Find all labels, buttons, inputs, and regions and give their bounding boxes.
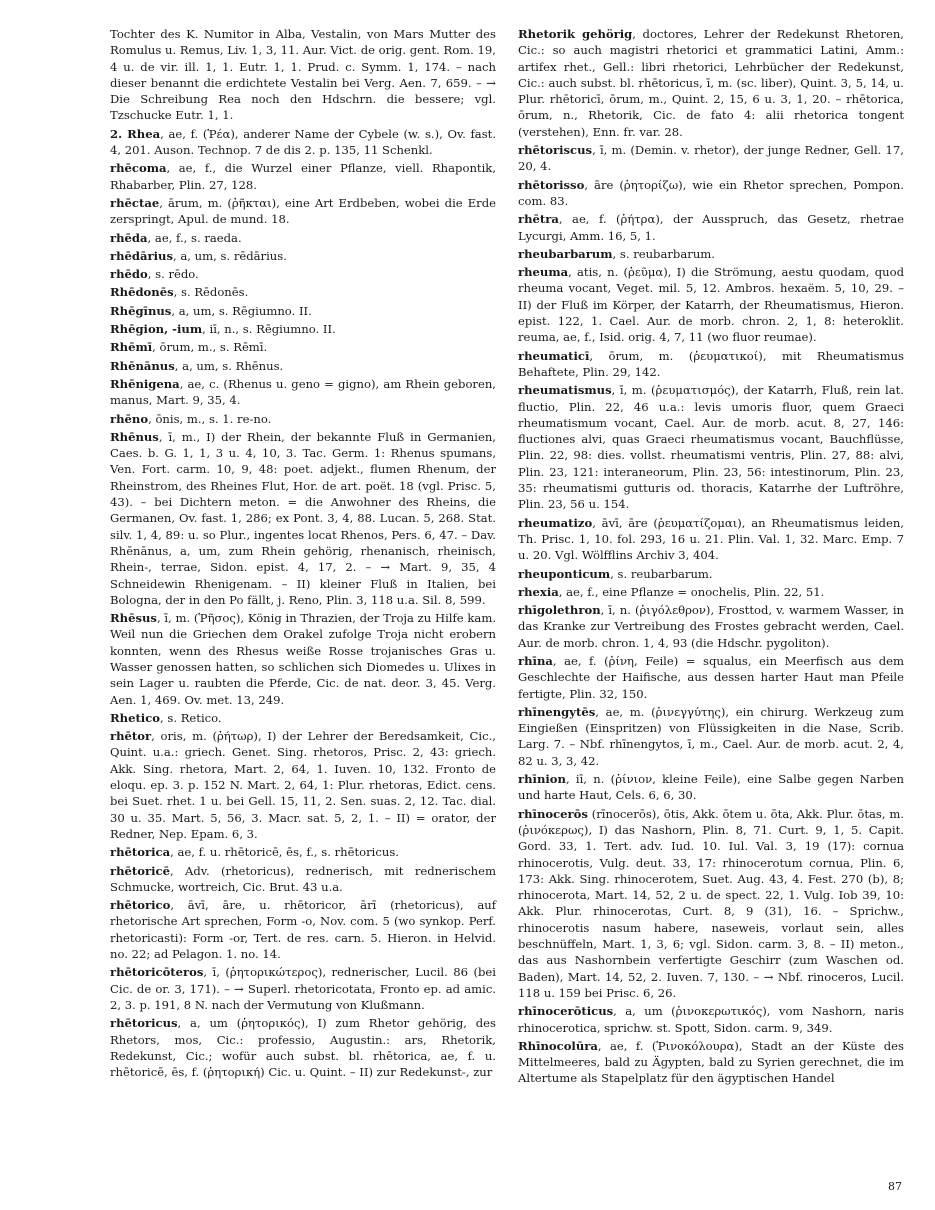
entry-text: , s. rēdo. [147,267,199,282]
dictionary-entry [110,266,496,282]
dictionary-entry [518,771,904,804]
entry-text: , iī, n., s. Rēgiumno. II. [202,322,336,337]
dictionary-entry [518,1003,904,1036]
entry-headword: Rhēnānus [110,358,175,373]
entry-headword: rheubarbarum [518,246,613,261]
dictionary-entry [518,704,904,769]
entry-text: , ae, f., die Wurzel einer Pflanze, viell. Rhapontik, Rhabarber, Plin. 27, 128. [110,161,496,192]
entry-headword: rhētoriscus [518,143,593,158]
page-number: 87 [888,1180,902,1193]
entry-headword: rhētoricus [110,1016,178,1031]
entry-text: , ae, f. u. rhētoricē, ēs, f., s. rhētoricus. [170,845,399,860]
entry-text: , a, um, s. Rhēnus. [174,358,284,373]
entry-headword: rheumaticī [518,348,590,363]
entry-text: , ōnis, m., s. 1. re-no. [148,411,272,426]
dictionary-entry [110,303,496,319]
entry-text: , a, um, s. Rēgiumno. II. [171,303,312,318]
right-column [518,26,904,1089]
dictionary-entry [110,429,496,608]
dictionary-entry [110,411,496,427]
dictionary-entry [518,26,904,140]
entry-text: , doctores, Lehrer der Redekunst Rhetoren, Cic.: so auch magistri rhetorici et grammatici Latini, Amm.: artifex rhet., Gell.: libri rhetorici, Lehrbücher der Redekunst, Cic.: auch subst. bl. rhētoricus, ī, m. (sc. liber), Quint. 3, 5, 14, u. Plur. rhētoricī, ōrum, m., Quint. 2, 15, 6 u. 3, 1, 20. – rhētorica, ōrum, n., Rhetorik, Cic. de fato 4: alii rhetorica tongent (verstehen), Enn. fr. var. 28. [518,27,904,139]
entry-text: , ae, m. (ῥινεγγύτης), ein chirurg. Werkzeug zum Eingießen (Einspritzen) von Flüssigkeiten in die Nase, Scrib. Larg. 7. – Nbf. rhīnengytos, ī, m., Cael. Aur. de morb. acut. 2, 4, 82 u. 3, 3, 42. [518,704,904,768]
entry-headword: rhīnocerōticus [518,1004,614,1019]
entry-text: , ī, m. (ῥευματισμός), der Katarrh, Fluß, rein lat. fluctio, Plin. 22, 46 u.a.: levis umoris fluor, quem Graeci rheumatismum vocant, Cael. Aur. de morb. acut. 8, 27, 146: fluctiones alvi, quas Graeci rheumatismus vocant, Bauchflüsse, Plin. 22, 98: dies. vollst. rheumatismi ventris, Plin. 27, 88: alvi, Plin. 23, 121: interaneorum, Plin. 23, 56: intestinorum, Plin. 23, 35: rheumatismi gutturis od. thoracis, Katarrhe der Luftröhre, Plin. 23, 56 u. 154. [518,383,904,512]
dictionary-entry [110,321,496,337]
dictionary-entry [518,515,904,564]
entry-headword: rheuma [518,265,569,280]
entry-text: , ī, m. (Ῥῆσος), König in Thrazien, der Troja zu Hilfe kam. Weil nun die Griechen dem Orakel zufolge Troja nicht erobern konnten, wenn des Rhesus weiße Rosse trojanisches Gras u. Wasser genossen hatten, so schlichen sich Diomedes u. Ulixes in sein Lager u. raubten die Pferde, Cic. de nat. deor. 3, 45. Verg. Aen. 1, 469. Ov. met. 13, 249. [110,611,496,707]
entry-text: (rīnocerōs), ōtis, Akk. ōtem u. ōta, Akk. Plur. ōtas, m. (ῥινόκερως), I) das Nashorn, Plin. 8, 71. Curt. 9, 1, 5. Capit. Gord. 33, 1. Tert. adv. Iud. 10. Iul. Val. 3, 19 (17): cornua rhinocerotis, Vulg. deut. 33, 17: rhinocerotum cornua, Plin. 6, 173: Akk. Sing. rhinocerotem, Suet. Aug. 43, 4. Fest. 270 (b), 8; rhinocerota, Mart. 14, 52, 2 u. de spect. 22, 1. Vulg. Iob 39, 10: Akk. Plur. rhinocerotas, Curt. 8, 9 (31), 16. – Sprichw., rhinocerotis nasum habere, naseweis, vorlaut sein, alles beschnüffeln, Mart. 1, 3, 6; vgl. Sidon. carm. 3, 8. – II) meton., das aus Nashornbein verfertigte Geschirr (zum Waschen od. Baden), Mart. 14, 52, 2. Iuven. 7, 130. – → Nbf. rinoceros, Lucil. 118 u. 159 bei Prisc. 6, 26. [518,806,904,1000]
entry-text: , a, um (ῥινοκερωτικός), vom Nashorn, naris rhinocerotica, sprichw. st. Spott, Sidon. carm. 9, 349. [518,1004,904,1035]
entry-headword: 2. Rhea [110,126,161,141]
entry-headword: Rhēdonēs [110,285,174,300]
entry-headword: rhētoricōteros [110,965,204,980]
entry-headword: rhētorico [110,898,171,913]
entry-headword: rhēcoma [110,161,167,176]
entry-text: , ī, n. (ῥιγόλεθρον), Frosttod, v. warmem Wasser, in das Kranke zur Vertreibung des Frostes gebracht werden, Cael. Aur. de morb. chron. 1, 4, 93 (die Hdschr. pygoliton). [518,603,904,650]
entry-headword: rhētoricē [110,863,170,878]
entry-headword: Rhetico [110,710,160,725]
entry-text: , āvī, āre (ῥευματίζομαι), an Rheumatismus leiden, Th. Prisc. 1, 10. fol. 293, 16 u. 21. Plin. Val. 1, 32. Marc. Emp. 7 u. 20. Vgl. Wölfflins Archiv 3, 404. [518,515,904,563]
dictionary-entry [518,602,904,651]
entry-text: , s. reubarbarum. [610,566,713,581]
entry-headword: Rhēmī [110,340,153,355]
entry-text: , ae, c. (Rhenus u. geno = gigno), am Rhein geboren, manus, Mart. 9, 35, 4. [110,376,496,408]
dictionary-entry [110,248,496,264]
entry-text: , s. reubarbarum. [612,246,715,261]
entry-headword: rhētor [110,729,152,744]
entry-headword: rheuponticum [518,566,611,581]
dictionary-entry [110,126,496,159]
dictionary-entry [518,806,904,1002]
entry-headword: rheumatismus [518,383,612,398]
dictionary-entry [110,728,496,842]
entry-text: , ī, m. (Demin. v. rhetor), der junge Redner, Gell. 17, 20, 4. [518,143,904,174]
dictionary-entry [110,230,496,246]
entry-headword: rhēno [110,411,149,426]
left-column [110,26,496,1082]
dictionary-entry [110,610,496,708]
dictionary-entry [110,844,496,860]
entry-text: , ae, f. (Ῥινοκόλουρα), Stadt an der Küste des Mittelmeeres, bald zu Ägypten, bald zu Syrien gerechnet, die im Altertume als Stapelplatz für den ägyptischen Handel [518,1038,904,1086]
entry-text: Tochter des K. Numitor in Alba, Vestalin, von Mars Mutter des Romulus u. Remus, Liv. 1, 3, 11. Aur. Vict. de orig. gent. Rom. 19, 4 u. de vir. ill. 1, 1. Eutr. 1, 1. Prud. c. Symm. 1, 174. – nach dieser benannt die erdichtete Vestalin bei Verg. Aen. 7, 659. – → Die Schreibung Rea noch den Hdschrn. die bessere; vgl. Tzschucke Eutr. 1, 1. [110,27,496,123]
entry-text: , ōrum, m., s. Rēmī. [152,340,268,355]
dictionary-entry [110,358,496,374]
entry-headword: Rhetorik gehörig [518,27,633,41]
dictionary-entry [518,653,904,702]
entry-text: , ae, f. (Ῥέα), anderer Name der Cybele (w. s.), Ov. fast. 4, 201. Auson. Technop. 7 de dis 2. p. 135, 11 Schenkl. [110,126,496,158]
dictionary-entry [518,177,904,210]
dictionary-entry [110,710,496,726]
entry-headword: Rhēgion, -ium [110,322,203,337]
entry-headword: Rhēnus [110,429,159,444]
entry-text: , ae, f. (ῥίνη, Feile) = squalus, ein Meerfisch aus dem Geschlechte der Haifische, aus dessen harter Haut man Pfeile fertigte, Plin. 32, 150. [518,653,904,701]
entry-headword: Rhīnocolūra [518,1038,598,1053]
entry-headword: rhēdo [110,267,148,282]
entry-headword: rheumatizo [518,515,593,530]
entry-text: , āvī, āre, u. rhētoricor, ārī (rhetoricus), auf rhetorische Art sprechen, Form -o, Nov. com. 5 (wo synkop. Perf. rhetoricasti): Form -or, Tert. de res. carn. 5. Hieron. in Helvid. no. 22; ad Pelagon. 1. no. 14. [110,898,496,962]
dictionary-entry [110,26,496,124]
entry-headword: rhīgolethron [518,603,601,618]
dictionary-entry [110,160,496,193]
entry-text: , ae, f., eine Pflanze = onochelis, Plin. 22, 51. [558,584,825,599]
entry-headword: rhēdārius [110,248,174,263]
dictionary-entry [110,863,496,896]
dictionary-entry [518,1038,904,1087]
entry-text: , ī, (ῥητορικώτερος), rednerischer, Lucil. 86 (bei Cic. de or. 3, 171). – → Superl. rhetoricotata, Fronto ep. ad amic. 2, 3. p. 191, 8 N. nach der Vermutung von Klußmann. [110,965,496,1012]
entry-text: , a, um (ῥητορικός), I) zum Rhetor gehörig, des Rhetors, mos, Cic.: professio, Augustin.: ars, Rhetorik, Redekunst, Cic.; wofür auch subst. bl. rhētorica, ae, f. u. rhētoricē, ēs, f. (ῥητορική) Cic. u. Quint. – II) zur Redekunst-, zur [110,1016,496,1080]
entry-text: , ae, f., s. raeda. [147,230,242,245]
entry-text: , āre (ῥητορίζω), wie ein Rhetor sprechen, Pompon. com. 83. [518,177,904,208]
entry-headword: rhīna [518,653,553,668]
dictionary-entry [110,897,496,962]
entry-text: , iī, n. (ῥίνιον, kleine Feile), eine Salbe gegen Narben und harte Haut, Cels. 6, 6, 30. [518,772,904,803]
dictionary-entry [110,195,496,228]
dictionary-entry [518,382,904,512]
entry-headword: Rhēsus [110,611,157,626]
entry-text: , s. Rēdonēs. [173,285,249,300]
entry-text: , Adv. (rhetoricus), rednerisch, mit rednerischem Schmucke, wortreich, Cic. Brut. 43 u.a. [110,863,496,894]
entry-text: , ī, m., I) der Rhein, der bekannte Fluß in Germanien, Caes. b. G. 1, 1, 3 u. 4, 10, 3. Tac. Germ. 1: Rhenus spumans, Ven. Fort. carm. 10, 9, 48: poet. adjekt., flumen Rhenum, der Rheinstrom, des Rheines Flut, Hor. de art. poët. 18 (vgl. Prisc. 5, 43). – bei Dichtern meton. = die Anwohner des Rheins, die Germanen, Ov. fast. 1, 286; ex Pont. 3, 4, 88. Lucan. 5, 268. Stat. silv. 1, 4, 89: u. so Plur., ingentes locat Rhenos, Pers. 6, 47. – Dav. Rhēnānus, a, um, zum Rhein gehörig, rhenanisch, rheinisch, Rhein-, terrae, Sidon. epist. 4, 17, 2. – → Mart. 9, 35, 4 Schneidewin Rhenigenam. – II) kleiner Fluß in Italien, bei Bologna, der in den Po fällt, j. Reno, Plin. 3, 118 u.a. Sil. 8, 599. [110,429,496,607]
entry-text: , ōrum, m. (ῥευματικοί), mit Rheumatismus Behaftete, Plin. 29, 142. [518,348,904,379]
entry-headword: rhīnocerōs [518,806,588,821]
entry-headword: rhīnengytēs [518,704,596,719]
entry-headword: rhīnion [518,772,566,787]
dictionary-entry [110,284,496,300]
dictionary-entry [110,964,496,1013]
entry-headword: rhēda [110,230,148,245]
dictionary-entry [518,584,904,600]
entry-headword: rhētorisso [518,177,585,192]
entry-text: , s. Retico. [160,710,222,725]
entry-text: , oris, m. (ῥήτωρ), I) der Lehrer der Beredsamkeit, Cic., Quint. u.a.: griech. Genet. Sing. rhetoros, Prisc. 2, 43: griech. Akk. Sing. rhetora, Mart. 2, 64, 1. Iuven. 10, 132. Fronto de eloqu. ep. 3. p. 152 N. Mart. 2, 64, 1: Plur. rhetoras, Edict. cens. bei Suet. rhet. 1 u. bei Gell. 15, 11, 2. Sen. suas. 2, 12. Tac. dial. 30 u. 35. Mart. 5, 56, 3. Macr. sat. 5, 2, 1. – II) = orator, der Redner, Nep. Epam. 6, 3. [110,729,496,841]
dictionary-entry [518,264,904,345]
entry-text: , ae, f. (ῥήτρα), der Ausspruch, das Gesetz, rhetrae Lycurgi, Amm. 16, 5, 1. [518,212,904,243]
entry-headword: rhēctae [110,195,160,210]
entry-text: , ārum, m. (ῥῆκται), eine Art Erdbeben, wobei die Erde zerspringt, Apul. de mund. 18. [110,195,496,227]
entry-headword: rhexia [518,584,559,599]
entry-headword: Rhēnigena [110,376,180,391]
entry-headword: rhētra [518,212,559,227]
entry-text: , a, um, s. rēdārius. [173,248,287,263]
dictionary-entry [518,566,904,582]
dictionary-entry [518,142,904,175]
dictionary-entry [110,1015,496,1080]
dictionary-entry [110,339,496,355]
dictionary-entry [518,348,904,381]
entry-headword: Rhēgīnus [110,303,172,318]
dictionary-entry [110,376,496,409]
entry-headword: rhētorica [110,845,171,860]
dictionary-entry [518,246,904,262]
entry-text: , atis, n. (ῥεῦμα), I) die Strömung, aestu quodam, quod rheuma vocant, Veget. mil. 5, 12. Ambros. hexaëm. 5, 10, 29. – II) der Fluß im Körper, der Katarrh, der Rheumatismus, Hieron. epist. 122, 1. Cael. Aur. de morb. chron. 2, 1, 8: heteroklit. reuma, ae, f., Isid. orig. 4, 7, 11 (wo fluor reumae). [518,265,904,345]
dictionary-entry [518,211,904,244]
